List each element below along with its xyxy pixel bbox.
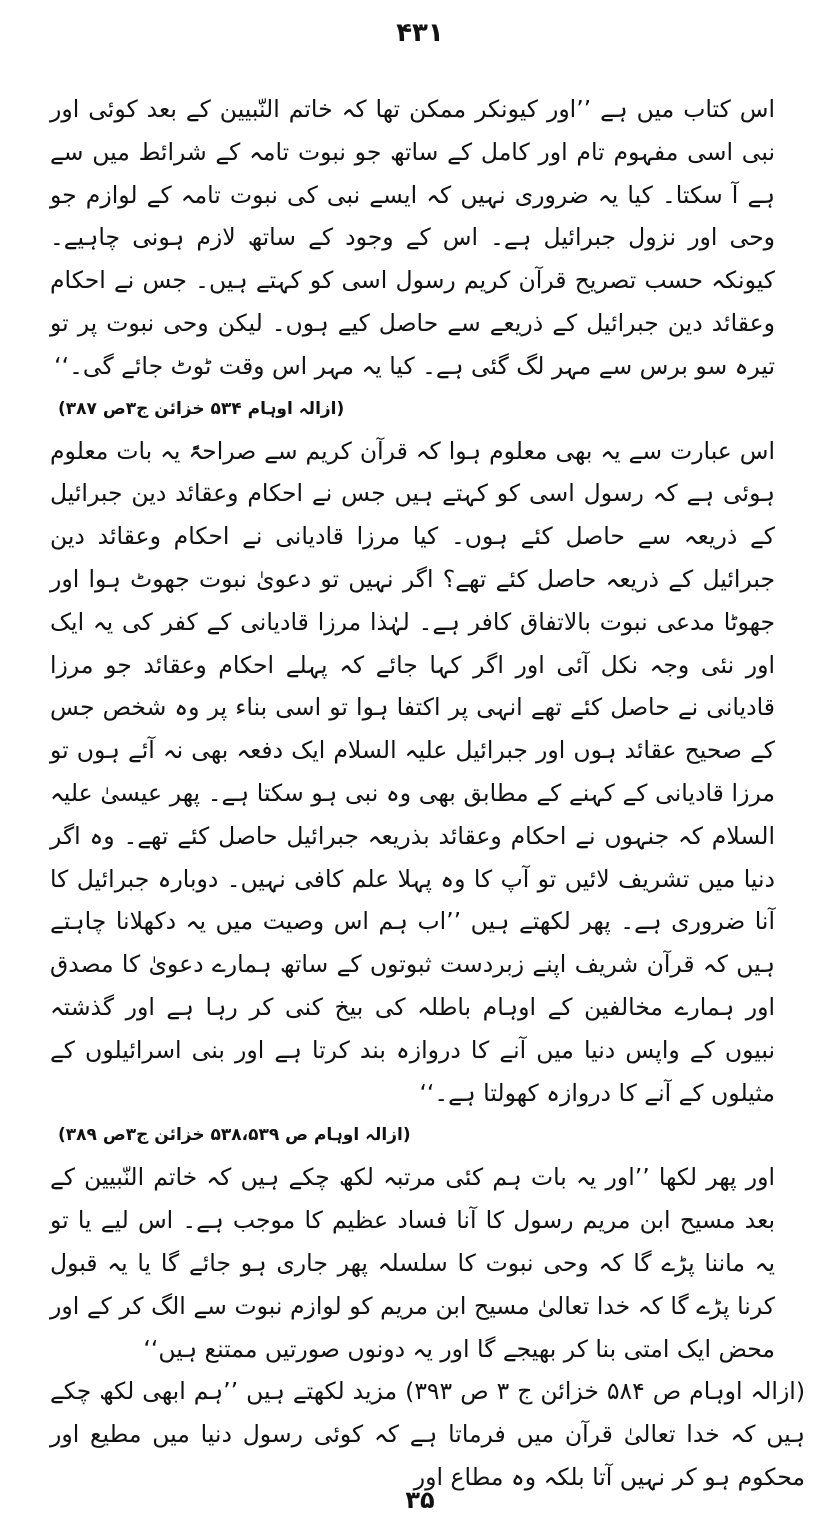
paragraph-4-text: مزید لکھتے ہیں ’’ہم ابھی لکھ چکے ہیں کہ خدا تعالیٰ قرآن میں فرماتا ہے کہ کوئی رسول دنیا میں مطیع اور محکوم ہو کر نہیں آتا بلکہ وہ مطاع اور [50,1377,805,1491]
paragraph-2: اس عبارت سے یہ بھی معلوم ہوا کہ قرآن کریم سے صراحۃً یہ بات معلوم ہوئی ہے کہ رسول اسی کو کہتے ہیں جس نے احکام وعقائد دین جبرائیل کے ذریعہ سے حاصل کئے ہوں۔ کیا مرزا قادیانی نے احکام وعقائد دین جبرائیل کے ذریعہ حاصل کئے تھے؟ اگر نہیں تو دعویٰ نبوت جھوٹ ہوا اور جھوٹا مدعی نبوت بالاتفاق کافر ہے۔ لہٰذا مرزا قادیانی کے کفر کی یہ ایک اور نئی وجہ نکل آئی اور اگر کہا جائے کہ پہلے احکام وعقائد جو مرزا قادیانی نے حاصل کئے تھے انہی پر اکتفا ہوا تو اسی بناء پر وہ شخص جس کے صحیح عقائد ہوں اور جبرائیل علیہ السلام ایک دفعہ بھی نہ آئے ہوں تو مرزا قادیانی کے کہنے کے مطابق بھی وہ نبی ہو سکتا ہے۔ پھر عیسیٰ علیہ السلام کہ جنہوں نے احکام وعقائد بذریعہ جبرائیل حاصل کئے تھے۔ وہ اگر دنیا میں تشریف لائیں تو آپ کا وہ پہلا علم کافی نہیں۔ دوبارہ جبرائیل کا آنا ضروری ہے۔ پھر لکھتے ہیں ’’اب ہم اس وصیت میں یہ دکھلانا چاہتے ہیں کہ قرآن شریف اپنے زبردست ثبوتوں کے ساتھ ہمارے دعویٰ کا مصدق اور ہمارے مخالفین کے اوہام باطلہ کی بیخ کنی کر رہا ہے اور گذشتہ نبیوں کے واپس دنیا میں آنے کا دروازہ بند کرتا ہے اور بنی اسرائیلوں کے مثیلوں کے آنے کا دروازہ کھولتا ہے۔‘‘ [50,436,775,1107]
page-number-top: ۴۳۱ [396,18,444,48]
page-number-bottom: ۳۵ [405,1486,435,1514]
reference-1: (ازالہ اوہام ۵۳۴ خزائن ج۳ص ۳۸۷) [58,398,345,419]
reference-2: (ازالہ اوہام ص ۵۳۸،۵۳۹ خزائن ج۳ص ۳۸۹) [58,1125,411,1146]
paragraph-1: اس کتاب میں ہے ’’اور کیونکر ممکن تھا کہ خاتم النّبیین کے بعد کوئی اور نبی اسی مفہوم تام اور کامل کے ساتھ جو نبوت تامہ کے شرائط میں سے ہے آ سکتا۔ کیا یہ ضروری نہیں کہ ایسے نبی کی نبوت تامہ کے لوازم جو وحی اور نزول جبرائیل ہے۔ اس کے وجود کے ساتھ لازم ہونی چاہیے۔ کیونکہ حسب تصریح قرآن کریم رسول اسی کو کہتے ہیں۔ جس نے احکام وعقائد دین جبرائیل کے ذریعے سے حاصل کیے ہوں۔ لیکن وحی نبوت پر تو تیرہ سو برس سے مہر لگ گئی ہے۔ کیا یہ مہر اس وقت ٹوٹ جائے گی۔‘‘ [50,95,775,380]
reference-3: (ازالہ اوہام ص ۵۸۴ خزائن ج ۳ ص ۳۹۳) [405,1377,806,1406]
paragraph-3: اور پھر لکھا ’’اور یہ بات ہم کئی مرتبہ لکھ چکے ہیں کہ خاتم النّبیین کے بعد مسیح ابن مریم رسول کا آنا فساد عظیم کا موجب ہے۔ اس لیے یا تو یہ ماننا پڑے گا کہ وحی نبوت کا سلسلہ پھر جاری ہو جائے گا یا یہ قبول کرنا پڑے گا کہ خدا تعالیٰ مسیح ابن مریم کو لوازم نبوت سے الگ کر کے اور محض ایک امتی بنا کر بھیجے گا اور یہ دونوں صورتیں ممتنع ہیں‘‘ [50,1163,775,1363]
paragraph-4 [50,1370,805,1498]
page-body [50,88,805,1499]
